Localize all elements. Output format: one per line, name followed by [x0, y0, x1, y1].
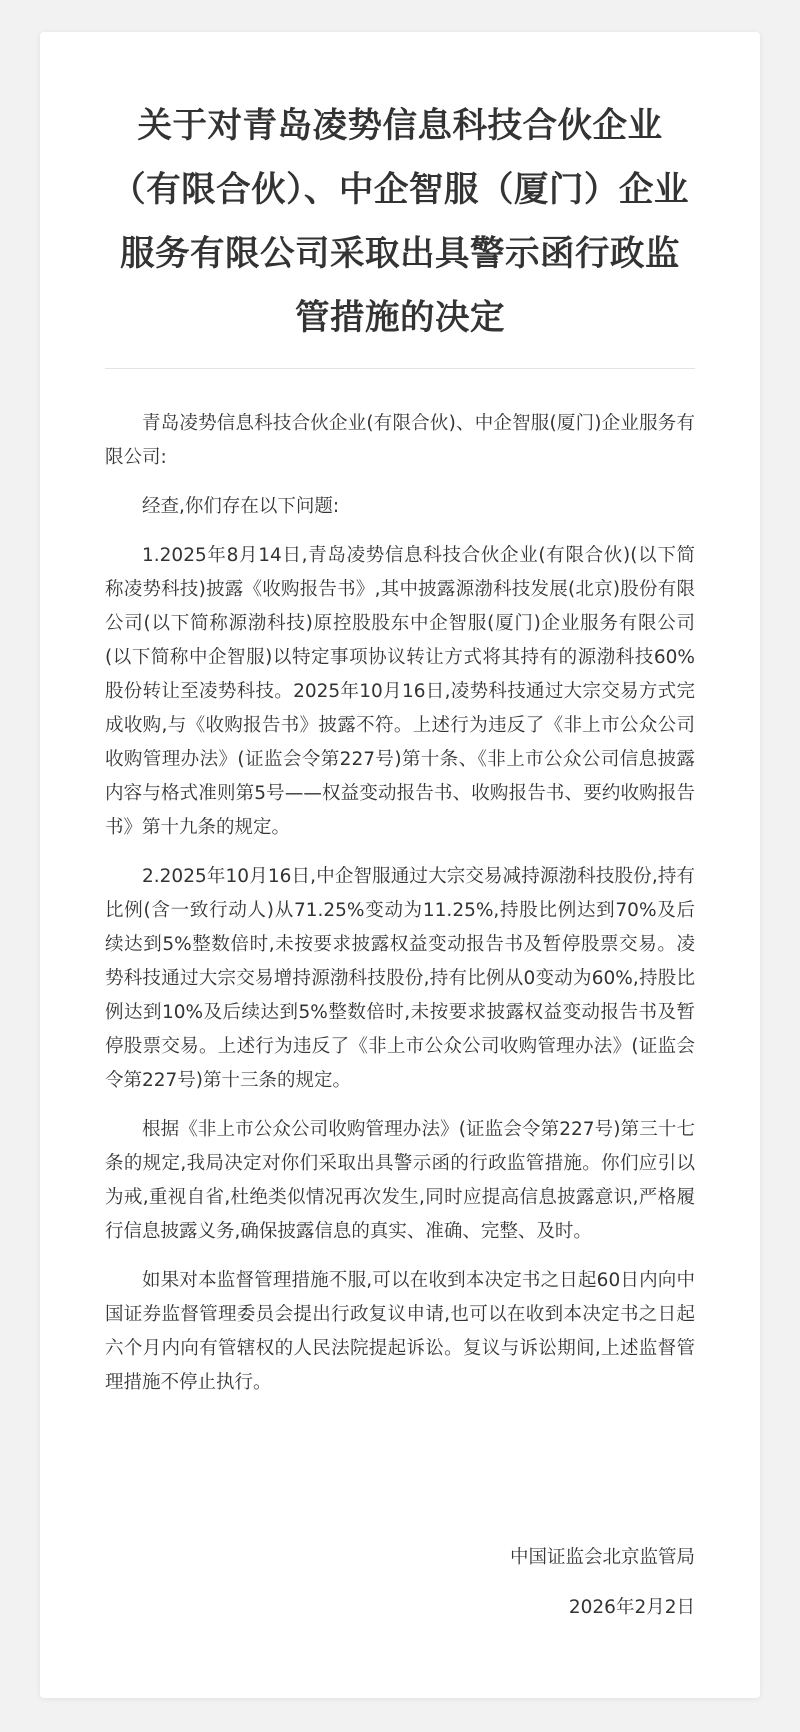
document-title: 关于对青岛凌势信息科技合伙企业（有限合伙）、中企智服（厦门）企业服务有限公司采取出具警示函行政监管措施的决定 — [111, 106, 689, 338]
body-paragraph: 根据《非上市公众公司收购管理办法》(证监会令第227号)第三十七条的规定,我局决定对你们采取出具警示函的行政监管措施。你们应引以为戒,重视自省,杜绝类似情况再次发生,同时应提高信息披露意识,严格履行信息披露义务,确保披露信息的真实、准确、完整、及时。 — [105, 1119, 695, 1242]
title-divider — [105, 368, 695, 369]
signature-block — [510, 1541, 695, 1625]
document-body — [105, 407, 695, 1400]
issuing-organization: 中国证监会北京监管局 — [509, 1547, 695, 1568]
issue-date: 2026年2月2日 — [568, 1597, 695, 1618]
body-paragraph: 如果对本监督管理措施不服,可以在收到本决定书之日起60日内向中国证券监督管理委员会提出行政复议申请,也可以在收到本决定书之日起六个月内向有管辖权的人民法院提起诉讼。复议与诉讼期间,上述监督管理措施不停止执行。 — [105, 1270, 695, 1393]
document-card — [40, 32, 760, 1698]
salutation-paragraph: 青岛凌势信息科技合伙企业(有限合伙)、中企智服(厦门)企业服务有限公司: — [105, 413, 695, 468]
body-paragraph: 1.2025年8月14日,青岛凌势信息科技合伙企业(有限合伙)(以下简称凌势科技)披露《收购报告书》,其中披露源渤科技发展(北京)股份有限公司(以下简称源渤科技)原控股股东中企智服(厦门)企业服务有限公司(以下简称中企智服)以特定事项协议转让方式将其持有的源渤科技60%股份转让至凌势科技。2025年10月16日,凌势科技通过大宗交易方式完成收购,与《收购报告书》披露不符。上述行为违反了《非上市公众公司收购管理办法》(证监会令第227号)第十条、《非上市公众公司信息披露内容与格式准则第5号——权益变动报告书、收购报告书、要约收购报告书》第十九条的规定。 — [105, 545, 695, 838]
body-paragraph: 2.2025年10月16日,中企智服通过大宗交易减持源渤科技股份,持有比例(含一致行动人)从71.25%变动为11.25%,持股比例达到70%及后续达到5%整数倍时,未按要求披露权益变动报告书及暂停股票交易。凌势科技通过大宗交易增持源渤科技股份,持有比例从0变动为60%,持股比例达到10%及后续达到5%整数倍时,未按要求披露权益变动报告书及暂停股票交易。上述行为违反了《非上市公众公司收购管理办法》(证监会令第227号)第十三条的规定。 — [105, 866, 695, 1091]
body-paragraph: 经查,你们存在以下问题: — [142, 496, 340, 517]
